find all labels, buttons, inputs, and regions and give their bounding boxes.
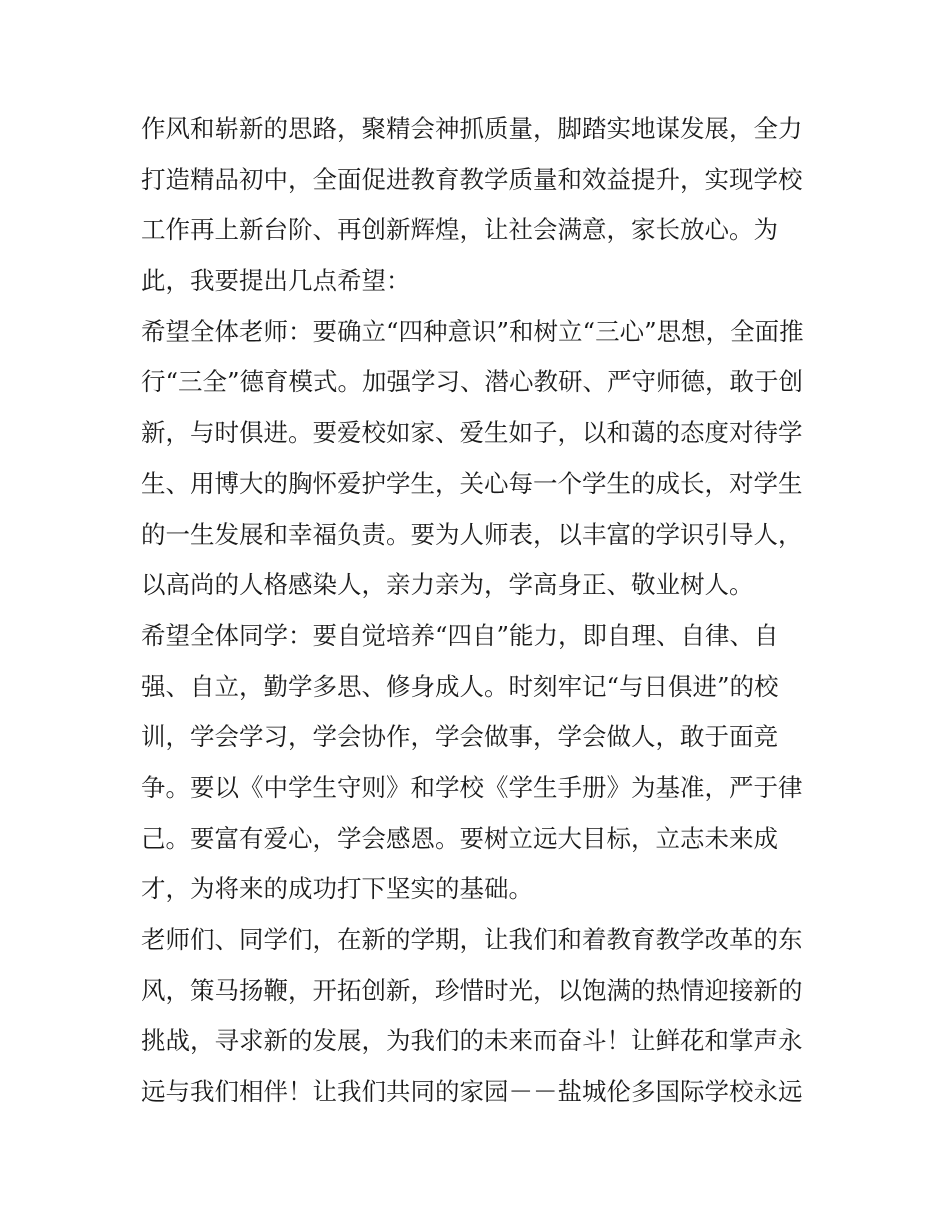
document-body — [141, 104, 816, 1118]
text-line: 老师们、同学们，在新的学期，让我们和着教育教学改革的东 — [141, 925, 803, 954]
text-line: 挑战，寻求新的发展，为我们的未来而奋斗！让鲜花和掌声永 — [141, 1026, 803, 1056]
text-line: 训，学会学习，学会协作，学会做事，学会做人，敢于面竞 — [141, 722, 778, 752]
text-line: 生、用博大的胸怀爱护学生，关心每一个学生的成长，对学生 — [141, 468, 803, 498]
text-line: 以高尚的人格感染人，亲力亲为，学高身正、敬业树人。 — [141, 570, 754, 600]
text-line: 强、自立，勤学多思、修身成人。时刻牢记“与日俱进”的校 — [141, 671, 779, 701]
text-line: 才，为将来的成功打下坚实的基础。 — [141, 874, 533, 904]
text-line: 希望全体老师：要确立“四种意识”和树立“三心”思想，全面推 — [141, 316, 804, 346]
text-line: 此，我要提出几点希望： — [141, 266, 411, 296]
text-line: 己。要富有爱心，学会感恩。要树立远大目标，立志未来成 — [141, 823, 778, 853]
text-line: 希望全体同学：要自觉培养“四自”能力，即自理、自律、自 — [141, 620, 779, 650]
text-line: 工作再上新台阶、再创新辉煌，让社会满意，家长放心。为 — [141, 215, 778, 245]
text-line: 风，策马扬鞭，开拓创新，珍惜时光，以饱满的热情迎接新的 — [141, 975, 803, 1005]
text-line: 远与我们相伴！让我们共同的家园－－盐城伦多国际学校永远 — [141, 1077, 803, 1107]
text-line: 打造精品初中，全面促进教育教学质量和效益提升，实现学校 — [141, 164, 803, 194]
text-line: 行“三全”德育模式。加强学习、潜心教研、严守师德，敢于创 — [141, 367, 804, 397]
text-line: 争。要以《中学生守则》和学校《学生手册》为基准，严于律 — [141, 772, 803, 802]
text-line: 的一生发展和幸福负责。要为人师表，以丰富的学识引导人， — [141, 519, 803, 549]
text-line: 新，与时俱进。要爱校如家、爱生如子，以和蔼的态度对待学 — [141, 418, 803, 448]
text-line: 作风和崭新的思路，聚精会神抓质量，脚踏实地谋发展，全力 — [141, 114, 803, 143]
